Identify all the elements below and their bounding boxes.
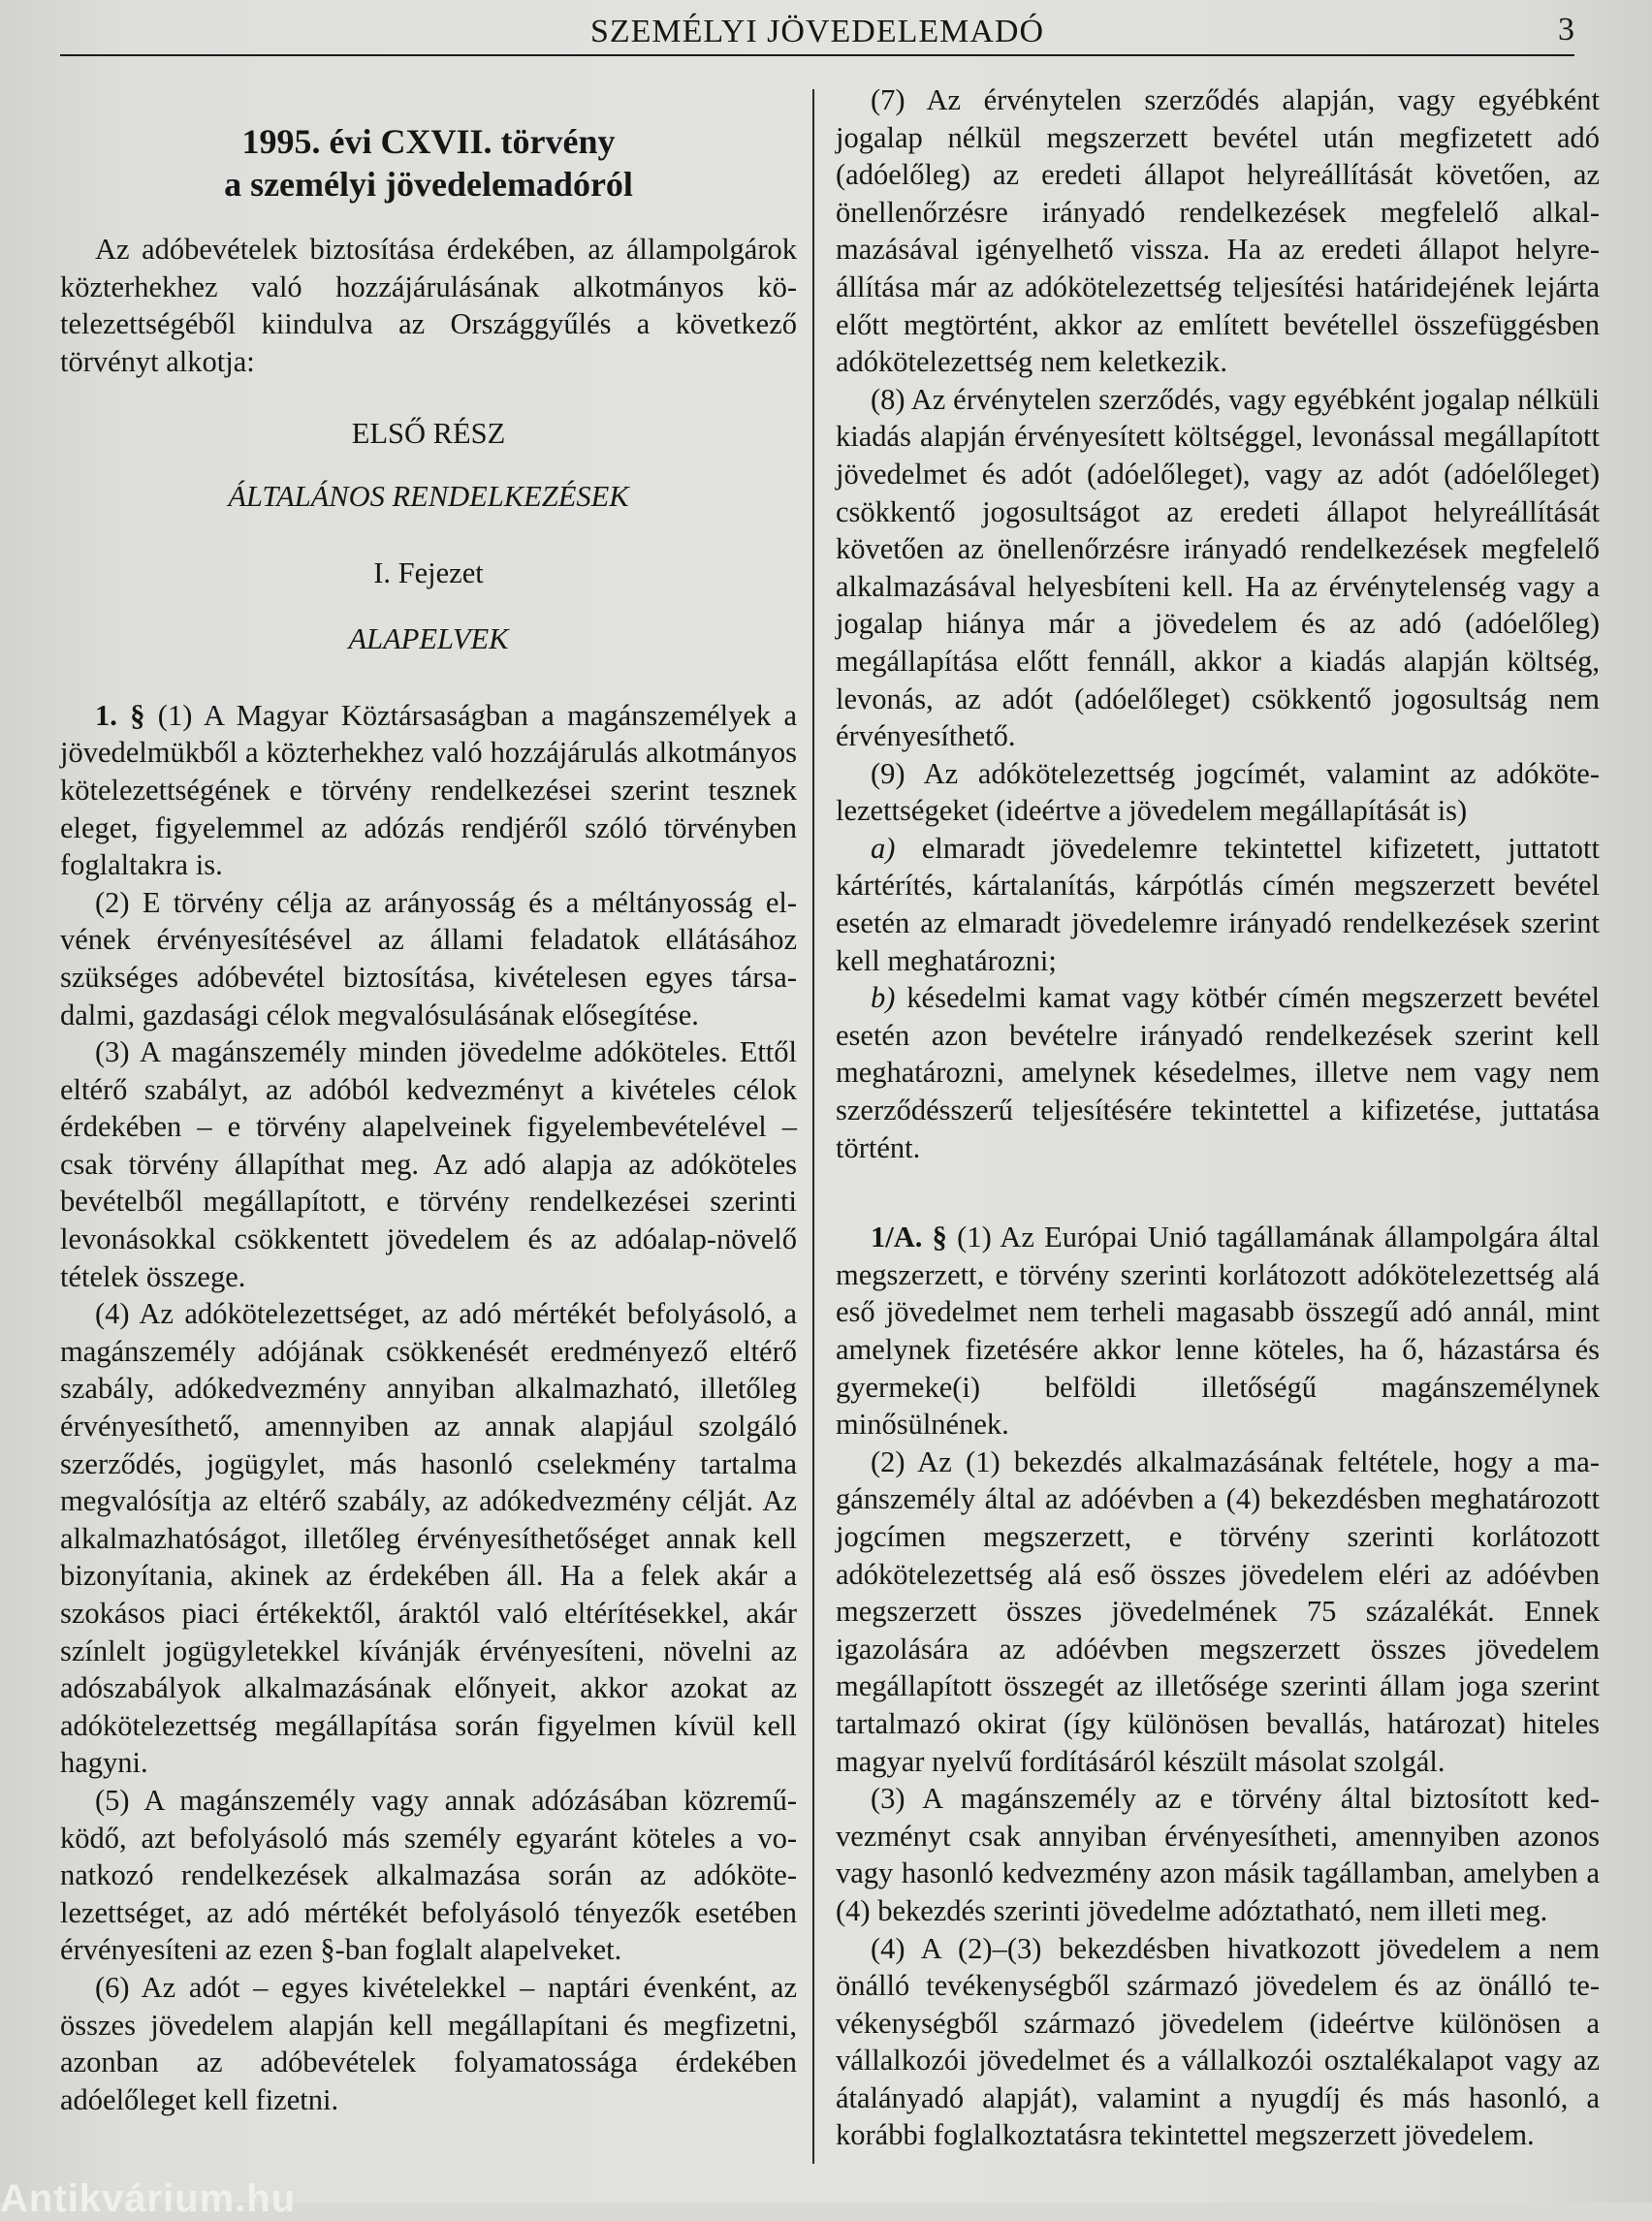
section-1-para-2: (2) E törvény célja az arányosság és a méltányosság elvének érvényesítésével az állami feladatok ellátásához szükséges adóbevétel biztosítása, kivételesen egyes társadalmi, gazdasági célok megvalósulásának elősegítése.	[60, 885, 797, 1031]
section-1a-para-1	[836, 1219, 1600, 1444]
chapter-title: ALAPELVEK	[348, 622, 509, 656]
preamble: Az adóbevételek biztosítása érdekében, az állampolgárok közterhekhez való hozzájárulásának alkotmányos kötelezettségéből kiindulva az Országgyűlés a következő törvényt alkotja:	[60, 233, 797, 378]
column-divider	[812, 89, 814, 2164]
section-1-para-1-text: (1) A Magyar Köztársaságban a magánszemélyek a jövedelmükből a közterhekhez való hozzájárulás alkotmányos kötelezettségének e törvény rendelkezései szerint tesznek eleget, figyelemmel az adózás rendjéről szóló törvényben foglaltakra is.	[60, 698, 797, 882]
section-1-para-9a	[836, 830, 1600, 979]
section-1-para-1	[60, 697, 797, 884]
point-a-label: a)	[871, 831, 896, 865]
law-title-line2: a személyi jövedelemadóról	[224, 165, 633, 204]
chapter-heading: I. Fejezet	[373, 555, 484, 589]
law-title-line1: 1995. évi CXVII. törvény	[241, 122, 616, 161]
right-column	[836, 81, 1600, 2154]
part-title: ÁLTALÁNOS RENDELKEZÉSEK	[228, 479, 629, 513]
section-1a-para-4: (4) A (2)–(3) bekezdésben hivatkozott jövedelem a nem önálló tevékenységből származó jövedelem és az önálló tevékenységből származó jövedelem (ideértve különösen a vállalkozói jövedelmet és a vállalkozói osztalékalapot vagy az átalányadó alapját), valamint a nyugdíj és más hasonló, a korábbi foglalkoztatásra tekintettel megszerzett jövedelem.	[836, 1931, 1600, 2152]
section-1-para-8: (8) Az érvénytelen szerződés, vagy egyébként jogalap nélküli kiadás alapján érvényesített költséggel, levonással megállapított jövedelmet és adót (adóelőleget), vagy az adót (adóelőleget) csökkentő jogosultságot az eredeti állapot helyreállítását követően az önellenőrzésre irányadó rendelkezések megfelelő alkalmazásával helyesbíteni kell. Ha az érvénytelenség vagy a jogalap hiánya már a jövedelem és az adó (adóelőleg) megállapítása előtt fennáll, akkor a kiadás alapján költség, levonás, az adót (adóelőleget) csökkentő jogosultság nem érvényesíthető.	[836, 382, 1600, 753]
section-1-para-6: (6) Az adót – egyes kivételekkel – naptári évenként, az összes jövedelem alapján kell megállapítani és megfizetni, azonban az adóbevételek folyamatossága érdekében adóelőleget kell fizetni.	[60, 1970, 797, 2116]
section-1a-label: 1/A. §	[871, 1221, 947, 1254]
point-a-text: elmaradt jövedelemre tekintettel kifizetett, juttatott kártérítés, kártalanítás, kárpótlás címén megszerzett bevétel esetén az elmaradt jövedelemre irányadó rendelkezések szerint kell meghatározni;	[836, 831, 1600, 977]
watermark: Antikvárium.hu	[0, 2177, 297, 2220]
law-title	[60, 120, 797, 206]
section-1a-para-3: (3) A magánszemély az e törvény által biztosított kedvezményt csak annyiban érvényesítheti, amennyiben azonos vagy hasonló kedvezmény azon másik tagállamban, amelyben a (4) bekezdés szerinti jövedelme adóztatható, nem illeti meg.	[836, 1782, 1600, 1927]
section-1-para-9: (9) Az adókötelezettség jogcímét, valamint az adókötelezettségeket (ideértve a jövedelem megállapítását is)	[836, 756, 1600, 828]
section-1-para-7: (7) Az érvénytelen szerződés alapján, vagy egyébként jogalap nélkül megszerzett bevétel után megfizetett adó (adóelőleg) az eredeti állapot helyreállítását követően, az önellenőrzésre irányadó rendelkezések megfelelő alkalmazásával igényelhető vissza. Ha az eredeti állapot helyreállítása már az adókötelezettség teljesítési határidejének lejárta előtt megtörtént, akkor az említett bevétellel összefüggésben adókötelezettség nem keletkezik.	[836, 83, 1600, 379]
header-title: SZEMÉLYI JÖVEDELEMADÓ	[589, 14, 1045, 49]
section-1a-para-1-text: (1) Az Európai Unió tagállamának állampolgára által megszerzett, e törvény szerinti korlátozott adókötelezettség alá eső jövedelmet nem terheli magasabb összegű adó annál, mint amelynek fizetésére akkor lenne köteles, ha ő, házastársa és gyermeke(i) belföldi illetőségű magánszemélynek minősülnének.	[836, 1221, 1600, 1442]
part-heading: ELSŐ RÉSZ	[351, 417, 506, 451]
section-1-label: 1. §	[95, 698, 145, 732]
section-1-para-4: (4) Az adókötelezettséget, az adó mértékét befolyásoló, a magánszemély adójának csökkenését eredményező eltérő szabály, adókedvezmény annyiban alkalmazható, illetőleg érvényesíthető, amennyiben az annak alapjául szolgáló szerződés, jogügylet, más hasonló cselekmény tartalma megvalósítja az eltérő szabály, az adókedvezmény célját. Az alkalmazhatóságot, illetőleg érvényesíthetőséget annak kell bizonyítania, akinek az érdekében áll. Ha a felek akár a szokásos piaci értékektől, áraktól való eltérítésekkel, akár színlelt jogügyletekkel kívánják érvényesíteni, növelni az adószabályok alkalmazásának előnyeit, akkor azokat az adókötelezettség megállapítása során figyelmen kívül kell hagyni.	[60, 1297, 797, 1780]
section-1-para-5: (5) A magánszemély vagy annak adózásában közreműködő, azt befolyásoló más személy egyaránt köteles a vonatkozó rendelkezések alkalmazása során az adókötelezettséget, az adó mértékét befolyásoló tényezők esetében érvényesíteni az ezen §-ban foglalt alapelveket.	[60, 1783, 797, 1967]
section-1-para-9b	[836, 979, 1600, 1166]
page-number: 3	[1558, 12, 1574, 48]
section-1a-para-2: (2) Az (1) bekezdés alkalmazásának feltétele, hogy a magánszemély által az adóévben a (4) bekezdésben meghatározott jogcímen megszerzett, e törvény szerinti korlátozott adókötelezettség alá eső összes jövedelem eléri az adóévben megszerzett összes jövedelmének 75 százalékát. Ennek igazolására az adóévben megszerzett összes jövedelem megállapított összegét az illetősége szerinti állam joga szerint tartalmazó okirat (így különösen bevallás, határozat) hiteles magyar nyelvű fordításáról készült másolat szolgál.	[836, 1444, 1600, 1778]
running-header	[60, 10, 1574, 56]
point-b-label: b)	[871, 981, 896, 1015]
section-1-para-3: (3) A magánszemély minden jövedelme adóköteles. Ettől eltérő szabályt, az adóból kedvezményt a kivételes célok érdekében – e törvény alapelveinek figyelembevételével – csak törvény állapíthat meg. Az adó alapja az adóköteles bevételből megállapított, e törvény rendelkezései szerinti levonásokkal csökkentett jövedelem és az adóalap-növelő tételek összege.	[60, 1035, 797, 1293]
point-b-text: késedelmi kamat vagy kötbér címén megszerzett bevétel esetén azon bevételre irányadó rendelkezések szerint kell meghatározni, amelynek késedelmes, illetve nem vagy nem szerződésszerű teljesítésére tekintettel a kifizetése, juttatása történt.	[836, 981, 1600, 1164]
left-column	[60, 81, 797, 2118]
